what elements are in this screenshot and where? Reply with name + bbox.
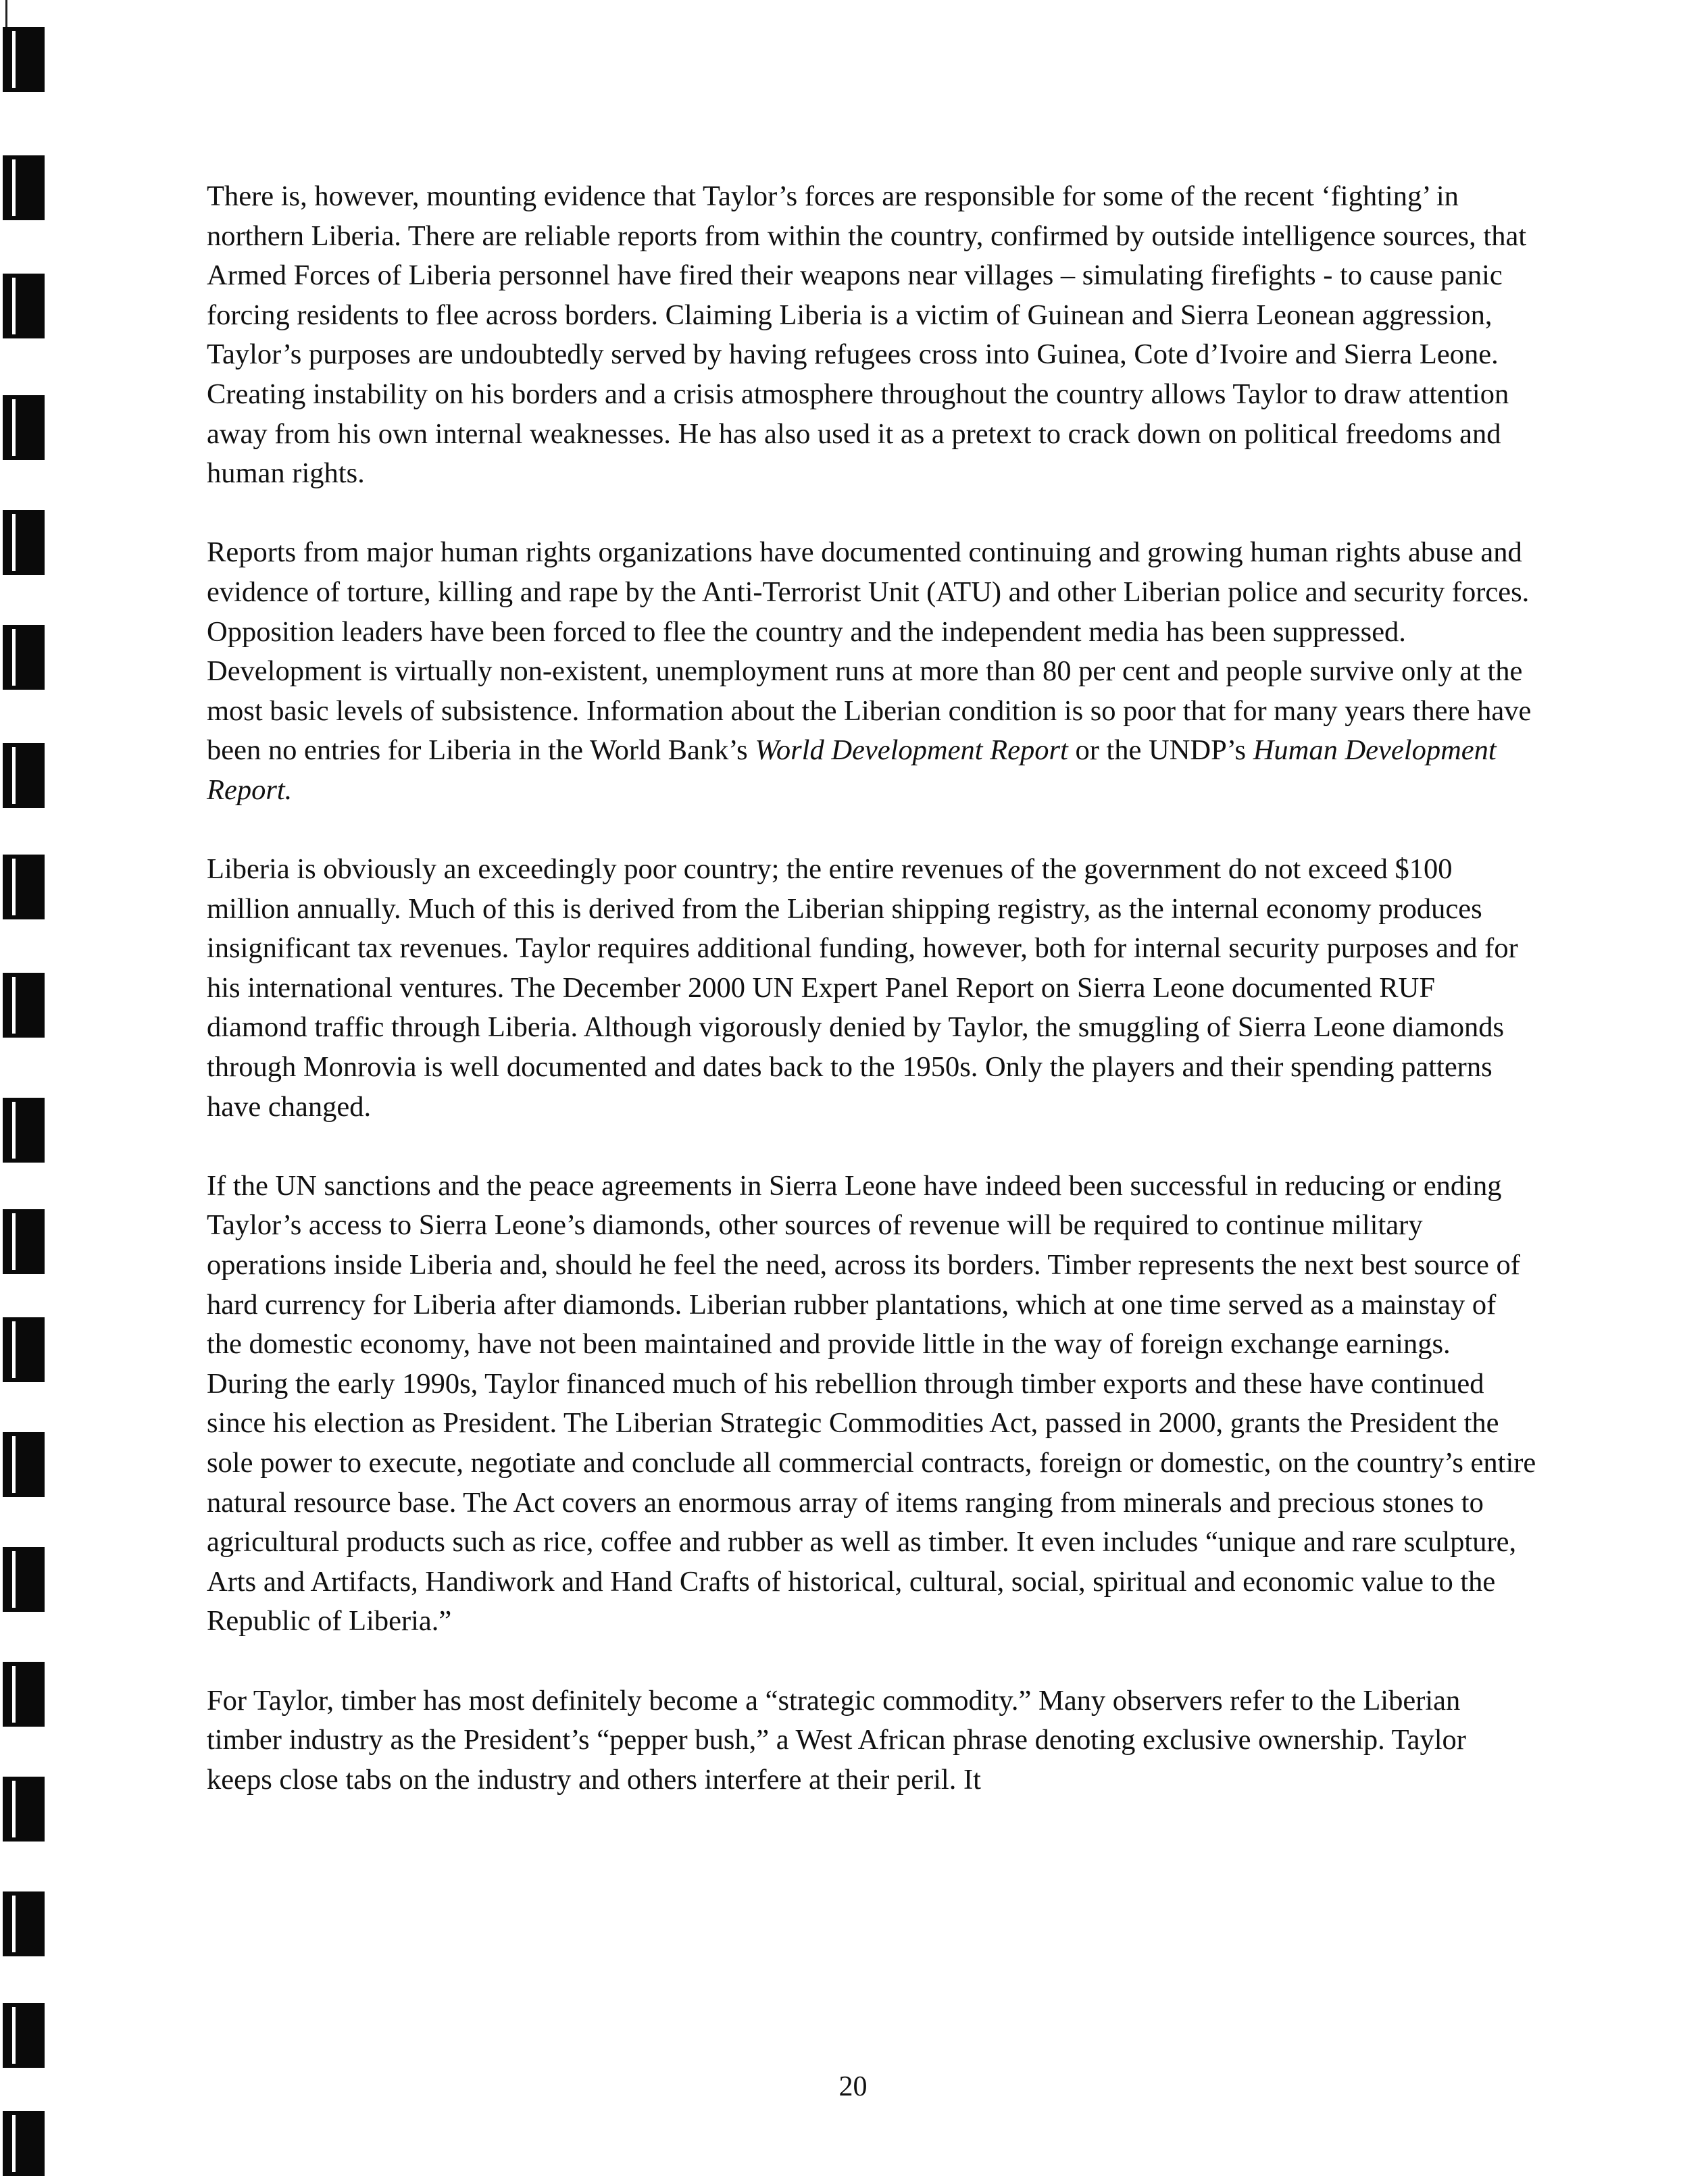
page-number: 20 <box>838 2071 868 2102</box>
binding-hole <box>3 855 45 919</box>
document-body <box>207 177 1538 1839</box>
binding-hole <box>3 625 45 690</box>
binding-hole <box>3 1891 45 1956</box>
binding-hole <box>3 395 45 460</box>
binding-hole <box>3 2003 45 2068</box>
binding-hole <box>3 1098 45 1163</box>
paragraph <box>207 533 1538 810</box>
binding-hole <box>3 1547 45 1612</box>
binding-hole <box>3 973 45 1038</box>
binding-margin <box>0 0 74 2184</box>
binding-hole <box>3 1432 45 1497</box>
binding-hole <box>3 274 45 338</box>
binding-hole <box>3 1777 45 1842</box>
binding-hole <box>3 1317 45 1382</box>
paragraph: For Taylor, timber has most definitely become a “strategic commodity.” Many observers refer to the Liberian timber industry as the President’s “pepper bush,” a West African phrase denoting exclusive ownership. Taylor keeps close tabs on the industry and others interfere at their peril. It <box>207 1684 1466 1796</box>
binding-hole <box>3 1209 45 1274</box>
paragraph-text: Reports from major human rights organizations have documented continuing and growing human rights abuse and evidence of torture, killing and rape by the Anti-Terrorist Unit (ATU) and other Liberian police and security forces. Opposition leaders have been forced to flee the country and the independent media has been suppressed. Development is virtually non-existent, unemployment runs at more than 80 per cent and people survive only at the most basic levels of subsistence. Information about the Liberian condition is so poor that for many years there have been no entries for Liberia in the World Bank’s <box>207 536 1532 767</box>
binding-hole <box>3 155 45 220</box>
paragraph: There is, however, mounting evidence that Taylor’s forces are responsible for some of the recent ‘fighting’ in northern Liberia. There are reliable reports from within the country, confirmed by outside intelligence sources, that Armed Forces of Liberia personnel have fired their weapons near villages – simulating firefights - to cause panic forcing residents to flee across borders. Claiming Liberia is a victim of Guinean and Sierra Leonean aggression, Taylor’s purposes are undoubtedly served by having refugees cross into Guinea, Cote d’Ivoire and Sierra Leone. Creating instability on his borders and a crisis atmosphere throughout the country allows Taylor to draw attention away from his own internal weaknesses. He has also used it as a pretext to crack down on political freedoms and human rights. <box>207 180 1527 490</box>
paragraph-text: or the UNDP’s <box>1068 734 1253 767</box>
binding-hole <box>3 1662 45 1727</box>
binding-hole <box>3 2111 45 2176</box>
binding-hole <box>3 510 45 575</box>
binding-hole <box>3 27 45 92</box>
paragraph: If the UN sanctions and the peace agreements in Sierra Leone have indeed been successful in reducing or ending Taylor’s access to Sierra Leone’s diamonds, other sources of revenue will be required to continue military operations inside Liberia and, should he feel the need, across its borders. Timber represents the next best source of hard currency for Liberia after diamonds. Liberian rubber plantations, which at one time served as a mainstay of the domestic economy, have not been maintained and provide little in the way of foreign exchange earnings. During the early 1990s, Taylor financed much of his rebellion through timber exports and these have continued since his election as President. The Liberian Strategic Commodities Act, passed in 2000, grants the President the sole power to execute, negotiate and conclude all commercial contracts, foreign or domestic, on the country’s entire natural resource base. The Act covers an enormous array of items ranging from minerals and precious stones to agricultural products such as rice, coffee and rubber as well as timber. It even includes “unique and rare sculpture, Arts and Artifacts, Handiwork and Hand Crafts of historical, cultural, social, spiritual and economic value to the Republic of Liberia.” <box>207 1169 1536 1637</box>
binding-hole <box>3 743 45 808</box>
paragraph: Liberia is obviously an exceedingly poor country; the entire revenues of the government do not exceed $100 million annually. Much of this is derived from the Liberian shipping registry, as the internal economy produces insignificant tax revenues. Taylor requires additional funding, however, both for internal security purposes and for his international ventures. The December 2000 UN Expert Panel Report on Sierra Leone documented RUF diamond traffic through Liberia. Although vigorously denied by Taylor, the smuggling of Sierra Leone diamonds through Monrovia is well documented and dates back to the 1950s. Only the players and their spending patterns have changed. <box>207 853 1518 1123</box>
report-title: Human Development Report. <box>207 734 1497 806</box>
report-title: World Development Report <box>755 734 1068 767</box>
